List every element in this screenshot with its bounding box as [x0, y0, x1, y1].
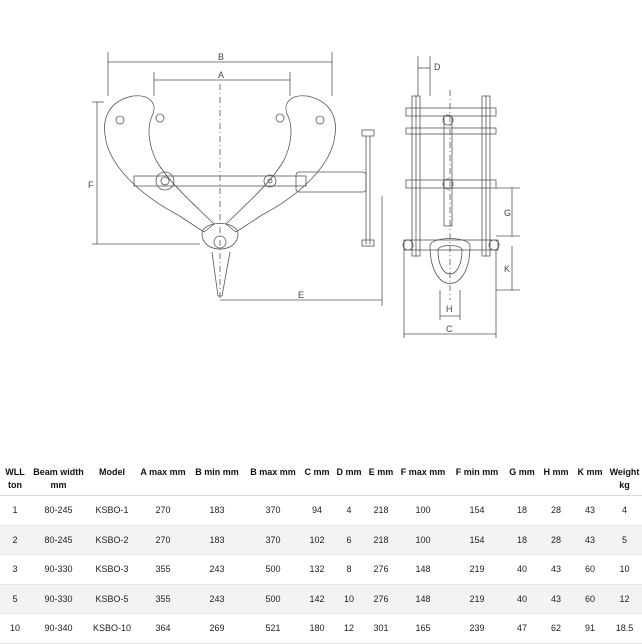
column-header-text: G mm — [509, 467, 535, 477]
table-cell: 270 — [137, 496, 189, 526]
table-row — [0, 525, 642, 555]
table-cell: 1 — [0, 496, 30, 526]
table-cell: 94 — [301, 496, 333, 526]
column-header-text: WLL — [5, 467, 25, 477]
table-cell: 132 — [301, 555, 333, 585]
table-cell: 276 — [365, 555, 397, 585]
column-header-text: H mm — [543, 467, 569, 477]
side-view — [403, 56, 520, 338]
table-cell: 8 — [333, 555, 365, 585]
table-cell: 12 — [607, 584, 642, 614]
dim-label-e: E — [298, 290, 305, 300]
table-cell: 91 — [573, 614, 607, 644]
table-cell: 301 — [365, 614, 397, 644]
table-cell: 355 — [137, 584, 189, 614]
table-header-row — [0, 462, 642, 496]
column-header — [539, 462, 573, 496]
table-cell: 10 — [333, 584, 365, 614]
table-cell: 219 — [449, 584, 505, 614]
table-cell: 80-245 — [30, 525, 87, 555]
table-cell: 6 — [333, 525, 365, 555]
table-cell: 43 — [573, 496, 607, 526]
column-header-text: ton — [8, 480, 22, 490]
column-header — [397, 462, 449, 496]
table-cell: 90-330 — [30, 584, 87, 614]
column-header — [245, 462, 301, 496]
table-cell: KSBO-3 — [87, 555, 137, 585]
table-row — [0, 496, 642, 526]
specification-table — [0, 462, 642, 644]
column-header-text: F min mm — [455, 467, 499, 477]
table-cell: 500 — [245, 584, 301, 614]
table-cell: 183 — [189, 525, 245, 555]
table-cell: 180 — [301, 614, 333, 644]
column-header — [449, 462, 505, 496]
column-header-text: B max mm — [250, 467, 296, 477]
table-row — [0, 614, 642, 644]
table-cell: 218 — [365, 496, 397, 526]
table-cell: 100 — [397, 496, 449, 526]
table-cell: 43 — [573, 525, 607, 555]
table-cell: 355 — [137, 555, 189, 585]
table-cell: 12 — [333, 614, 365, 644]
table-cell: 276 — [365, 584, 397, 614]
column-header-text: F max mm — [400, 467, 446, 477]
table-cell: 102 — [301, 525, 333, 555]
table-row — [0, 555, 642, 585]
column-header — [505, 462, 539, 496]
table-cell: 370 — [245, 525, 301, 555]
column-header — [189, 462, 245, 496]
table-cell: 243 — [189, 584, 245, 614]
table-cell: 500 — [245, 555, 301, 585]
table-cell: 183 — [189, 496, 245, 526]
column-header — [301, 462, 333, 496]
table-cell: 90-330 — [30, 555, 87, 585]
table-cell: 154 — [449, 525, 505, 555]
table-cell: 80-245 — [30, 496, 87, 526]
table-cell: 18 — [505, 525, 539, 555]
table-cell: 60 — [573, 555, 607, 585]
column-header-text: K mm — [577, 467, 603, 477]
table-cell: 10 — [0, 614, 30, 644]
dim-label-d: D — [434, 62, 441, 72]
table-cell: 28 — [539, 525, 573, 555]
column-header-text: kg — [619, 480, 630, 490]
table-cell: 90-340 — [30, 614, 87, 644]
table-row — [0, 584, 642, 614]
table-cell: 521 — [245, 614, 301, 644]
table-cell: 100 — [397, 525, 449, 555]
column-header-text: E mm — [368, 467, 394, 477]
table-cell: 148 — [397, 584, 449, 614]
table-cell: 364 — [137, 614, 189, 644]
table-cell: 60 — [573, 584, 607, 614]
dim-label-b: B — [218, 52, 225, 62]
table-cell: 40 — [505, 555, 539, 585]
table-cell: 43 — [539, 584, 573, 614]
table-cell: 62 — [539, 614, 573, 644]
table-cell: 148 — [397, 555, 449, 585]
table-cell: 47 — [505, 614, 539, 644]
column-header-text: C mm — [304, 467, 330, 477]
dim-label-h: H — [446, 304, 453, 314]
table-cell: 243 — [189, 555, 245, 585]
column-header — [333, 462, 365, 496]
table-cell: 269 — [189, 614, 245, 644]
table-cell: 28 — [539, 496, 573, 526]
table-cell: 142 — [301, 584, 333, 614]
front-view — [92, 52, 382, 306]
table-cell: 239 — [449, 614, 505, 644]
column-header-text: Beam width — [33, 467, 84, 477]
column-header-text: Model — [99, 467, 125, 477]
column-header-text: B min mm — [195, 467, 239, 477]
table-cell: 3 — [0, 555, 30, 585]
table-cell: 165 — [397, 614, 449, 644]
table-cell: 18.5 — [607, 614, 642, 644]
dim-label-k: K — [504, 264, 511, 274]
table-cell: 5 — [0, 584, 30, 614]
table-cell: 2 — [0, 525, 30, 555]
table-cell: 10 — [607, 555, 642, 585]
column-header — [30, 462, 87, 496]
table-cell: KSBO-2 — [87, 525, 137, 555]
table-cell: 154 — [449, 496, 505, 526]
table-cell: 370 — [245, 496, 301, 526]
table-cell: KSBO-10 — [87, 614, 137, 644]
column-header-text: Weight — [609, 467, 640, 477]
table-cell: KSBO-1 — [87, 496, 137, 526]
dim-label-g: G — [504, 208, 512, 218]
column-header-text: mm — [50, 480, 67, 490]
column-header-text: D mm — [336, 467, 362, 477]
column-header — [365, 462, 397, 496]
dim-label-a: A — [218, 70, 225, 80]
column-header-text: A max mm — [140, 467, 186, 477]
table-cell: 5 — [607, 525, 642, 555]
dim-label-f: F — [88, 180, 94, 190]
table-cell: 43 — [539, 555, 573, 585]
column-header — [607, 462, 642, 496]
column-header — [137, 462, 189, 496]
column-header — [0, 462, 30, 496]
column-header — [87, 462, 137, 496]
dim-label-c: C — [446, 324, 453, 334]
table-cell: KSBO-5 — [87, 584, 137, 614]
table-cell: 4 — [607, 496, 642, 526]
table-cell: 218 — [365, 525, 397, 555]
table-cell: 219 — [449, 555, 505, 585]
table-cell: 40 — [505, 584, 539, 614]
table-cell: 18 — [505, 496, 539, 526]
column-header — [573, 462, 607, 496]
table-cell: 270 — [137, 525, 189, 555]
table-cell: 4 — [333, 496, 365, 526]
table-body — [0, 496, 642, 644]
